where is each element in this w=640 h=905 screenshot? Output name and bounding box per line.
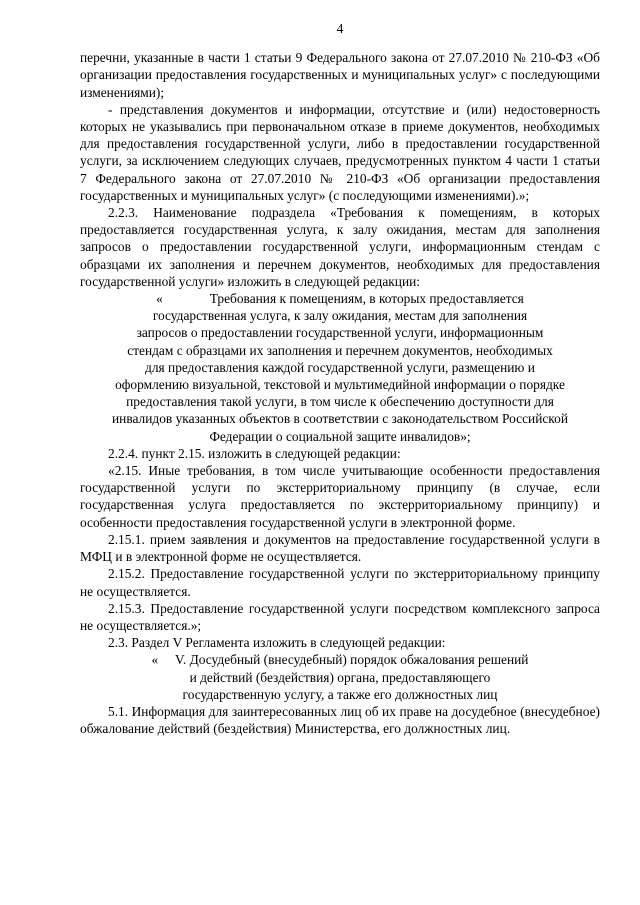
heading-line: Федерации о социальной защите инвалидов»; — [209, 428, 471, 444]
quoted-subsection-heading — [80, 290, 600, 445]
heading-line: « Требования к помещениям, в которых предоставляется — [156, 291, 524, 307]
paragraph-2-15-3: 2.15.3. Предоставление государственной услуги посредством комплексного запроса не осуществляется.»; — [80, 600, 600, 633]
heading-line: « V. Досудебный (внесудебный) порядок обжалования решений — [151, 652, 529, 668]
heading-line: предоставления такой услуги, в том числе к обеспечению доступности для — [126, 394, 554, 410]
heading-line: государственная услуга, к залу ожидания, местам для заполнения — [152, 308, 528, 324]
paragraph-2-2-4: 2.2.4. пункт 2.15. изложить в следующей редакции: — [108, 445, 401, 461]
heading-line: государственную услугу, а также его должностных лиц — [182, 686, 498, 702]
section-v-heading — [80, 651, 600, 703]
paragraph-laws-list: перечни, указанные в части 1 статьи 9 Федерального закона от 27.07.2010 № 210-ФЗ «Об организации предоставления государственных и муниципальных услуг» с последующими изменениями); — [80, 50, 600, 100]
heading-line: и действий (бездействия) органа, предоставляющего — [189, 669, 491, 685]
paragraph-2-2-3: 2.2.3. Наименование подраздела «Требования к помещениям, в которых предоставляется государственная услуга, к залу ожидания, местам для заполнения запросов о предоставлении государственной услуги, информационным стендам с образцами их заполнения и перечнем документов, необходимых для предоставления государственной услуги» изложить в следующей редакции: — [80, 205, 600, 289]
page-number: 4 — [336, 21, 344, 36]
heading-line: стендам с образцами их заполнения и перечнем документов, необходимых — [127, 342, 553, 358]
heading-line: инвалидов указанных объектов в соответствии с законодательством Российской — [112, 411, 568, 427]
paragraph-2-15: «2.15. Иные требования, в том числе учитывающие особенности предоставления государственной услуги по экстерриториальному принципу (в случае, если государственная услуга предоставляется по экстерриториальному принципу) и особенности предоставления государственной услуги в электронной форме. — [80, 463, 600, 530]
heading-line: для предоставления каждой государственной услуги, размещению и — [145, 359, 535, 375]
heading-line: запросов о предоставлении государственной услуги, информационным — [136, 325, 544, 341]
heading-line: оформлению визуальной, текстовой и мультимедийной информации о порядке — [115, 377, 565, 393]
paragraph-2-3: 2.3. Раздел V Регламента изложить в следующей редакции: — [108, 635, 446, 651]
paragraph-documents-exception: - представления документов и информации, отсутствие и (или) недостоверность которых не указывались при первоначальном отказе в приеме документов, необходимых для предоставления государственной услуги, либо в предоставлении государственной услуги, за исключением следующих случаев, предусмотренных пунктом 4 части 1 статьи 7 Федерального закона от 27.07.2010 № 210-ФЗ «Об организации предоставления государственных и муниципальных услуг» (с последующими изменениями).»; — [80, 101, 600, 203]
paragraph-2-15-2: 2.15.2. Предоставление государственной услуги по экстерриториальному принципу не осуществляется. — [80, 566, 600, 599]
paragraph-5-1: 5.1. Информация для заинтересованных лиц об их праве на досудебное (внесудебное) обжалование действий (бездействия) Министерства, его должностных лиц. — [80, 703, 600, 737]
paragraph-2-15-1: 2.15.1. прием заявления и документов на предоставление государственной услуги в МФЦ и в электронной форме не осуществляется. — [80, 531, 600, 565]
